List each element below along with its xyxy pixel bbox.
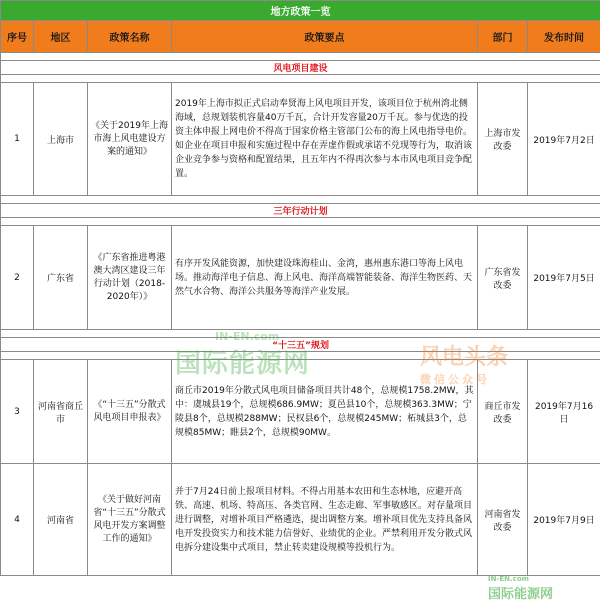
row-region: 河南省商丘市 xyxy=(34,360,88,464)
section-row xyxy=(1,204,600,218)
header-policy-name: 政策名称 xyxy=(88,21,172,53)
row-no: 4 xyxy=(1,464,34,576)
row-no: 3 xyxy=(1,360,34,464)
table-row xyxy=(1,83,600,196)
spacer-row xyxy=(1,53,600,61)
row-date: 2019年7月9日 xyxy=(528,464,600,576)
row-no: 1 xyxy=(1,83,34,196)
row-department: 商丘市发改委 xyxy=(478,360,528,464)
row-date: 2019年7月16日 xyxy=(528,360,600,464)
header-date: 发布时间 xyxy=(528,21,600,53)
watermark-brand-sub: 微信公众号 xyxy=(420,373,490,386)
table-title: 地方政策一览 xyxy=(1,1,600,21)
row-department: 上海市发改委 xyxy=(478,83,528,196)
header-policy-points: 政策要点 xyxy=(172,21,478,53)
section-row xyxy=(1,338,600,352)
row-policy-points: 并于7月24日前上报项目材料。不得占用基本农田和生态林地，应避开高铁、高速、机场、特高压、各类官网、生态走廊、军事敏感区。对存量项目进行调整，对增补项目严格遴选，提出调整方案。增补项目优先支持具备风电开发投资实力和技术能力信誉好、业绩优的企业。严禁利用开发分散式风电拆分建设集中式项目，禁止转卖建设规模等投机行为。 xyxy=(172,464,478,576)
row-policy-name: 《关于2019年上海市海上风电建设方案的通知》 xyxy=(88,83,172,196)
section-row xyxy=(1,61,600,75)
row-policy-points: 商丘市2019年分散式风电项目储备项目共计48个，总规模1758.2MW，其中：虞城县19个，总规模686.9MW；夏邑县10个，总规模363.3MW；宁陵县8个，总规模288MW；民权县6个，总规模245MW；柘城县3个，总规模85MW；睢县2个，总规模90MW。 xyxy=(172,360,478,464)
row-policy-points: 有序开发风能资源，加快建设珠海桂山、金湾，惠州惠东港口等海上风电场。推动海洋电子信息、海上风电、海洋高端智能装备、海洋生物医药、天然气水合物、海洋公共服务等海洋产业发展。 xyxy=(172,226,478,330)
row-region: 广东省 xyxy=(34,226,88,330)
section-label: 三年行动计划 xyxy=(1,204,600,218)
table-row xyxy=(1,226,600,330)
row-policy-name: 《“十三五”分散式风电项目申报表》 xyxy=(88,360,172,464)
table-row xyxy=(1,464,600,576)
row-department: 广东省发改委 xyxy=(478,226,528,330)
watermark-corner xyxy=(488,575,553,602)
spacer-row xyxy=(1,352,600,360)
row-date: 2019年7月2日 xyxy=(528,83,600,196)
row-region: 河南省 xyxy=(34,464,88,576)
row-region: 上海市 xyxy=(34,83,88,196)
table-row xyxy=(1,360,600,464)
row-date: 2019年7月5日 xyxy=(528,226,600,330)
header-no: 序号 xyxy=(1,21,34,53)
watermark-corner-en: IN-EN.com xyxy=(488,575,529,583)
watermark-logo-en: IN-EN.com xyxy=(215,330,280,343)
watermark-brand-cn: 风电头条 xyxy=(420,345,509,370)
row-policy-name: 《关于做好河南省“十三五”分散式风电开发方案调整工作的通知》 xyxy=(88,464,172,576)
row-policy-points: 2019年上海市拟正式启动奉贤海上风电项目开发，该项目位于杭州湾北侧海域，总规划装机容量40万千瓦，合计开发容量20万千瓦。参与优选的投资主体申报上网电价不得高于国家价格主管部门公布的海上风电指导电价。如企业在项目申报和实施过程中存在弄虚作假或承诺不兑现等行为，取消该企业竞争参与资格和配置结果，且五年内不得再次参与本市风电项目竞争配置。 xyxy=(172,83,478,196)
header-department: 部门 xyxy=(478,21,528,53)
spacer-row xyxy=(1,218,600,226)
section-label: “十三五”规划 xyxy=(1,338,600,352)
table-title-row xyxy=(1,1,600,21)
spacer-row xyxy=(1,196,600,204)
section-label: 风电项目建设 xyxy=(1,61,600,75)
row-department: 河南省发改委 xyxy=(478,464,528,576)
watermark-corner-cn: 国际能源网 xyxy=(488,587,554,602)
spacer-row xyxy=(1,330,600,338)
table-header-row xyxy=(1,21,600,53)
header-region: 地区 xyxy=(34,21,88,53)
row-no: 2 xyxy=(1,226,34,330)
watermark-logo-cn: 国际能源网 xyxy=(175,349,311,379)
spacer-row xyxy=(1,75,600,83)
row-policy-name: 《广东省推进粤港澳大湾区建设三年行动计划（2018-2020年）》 xyxy=(88,226,172,330)
